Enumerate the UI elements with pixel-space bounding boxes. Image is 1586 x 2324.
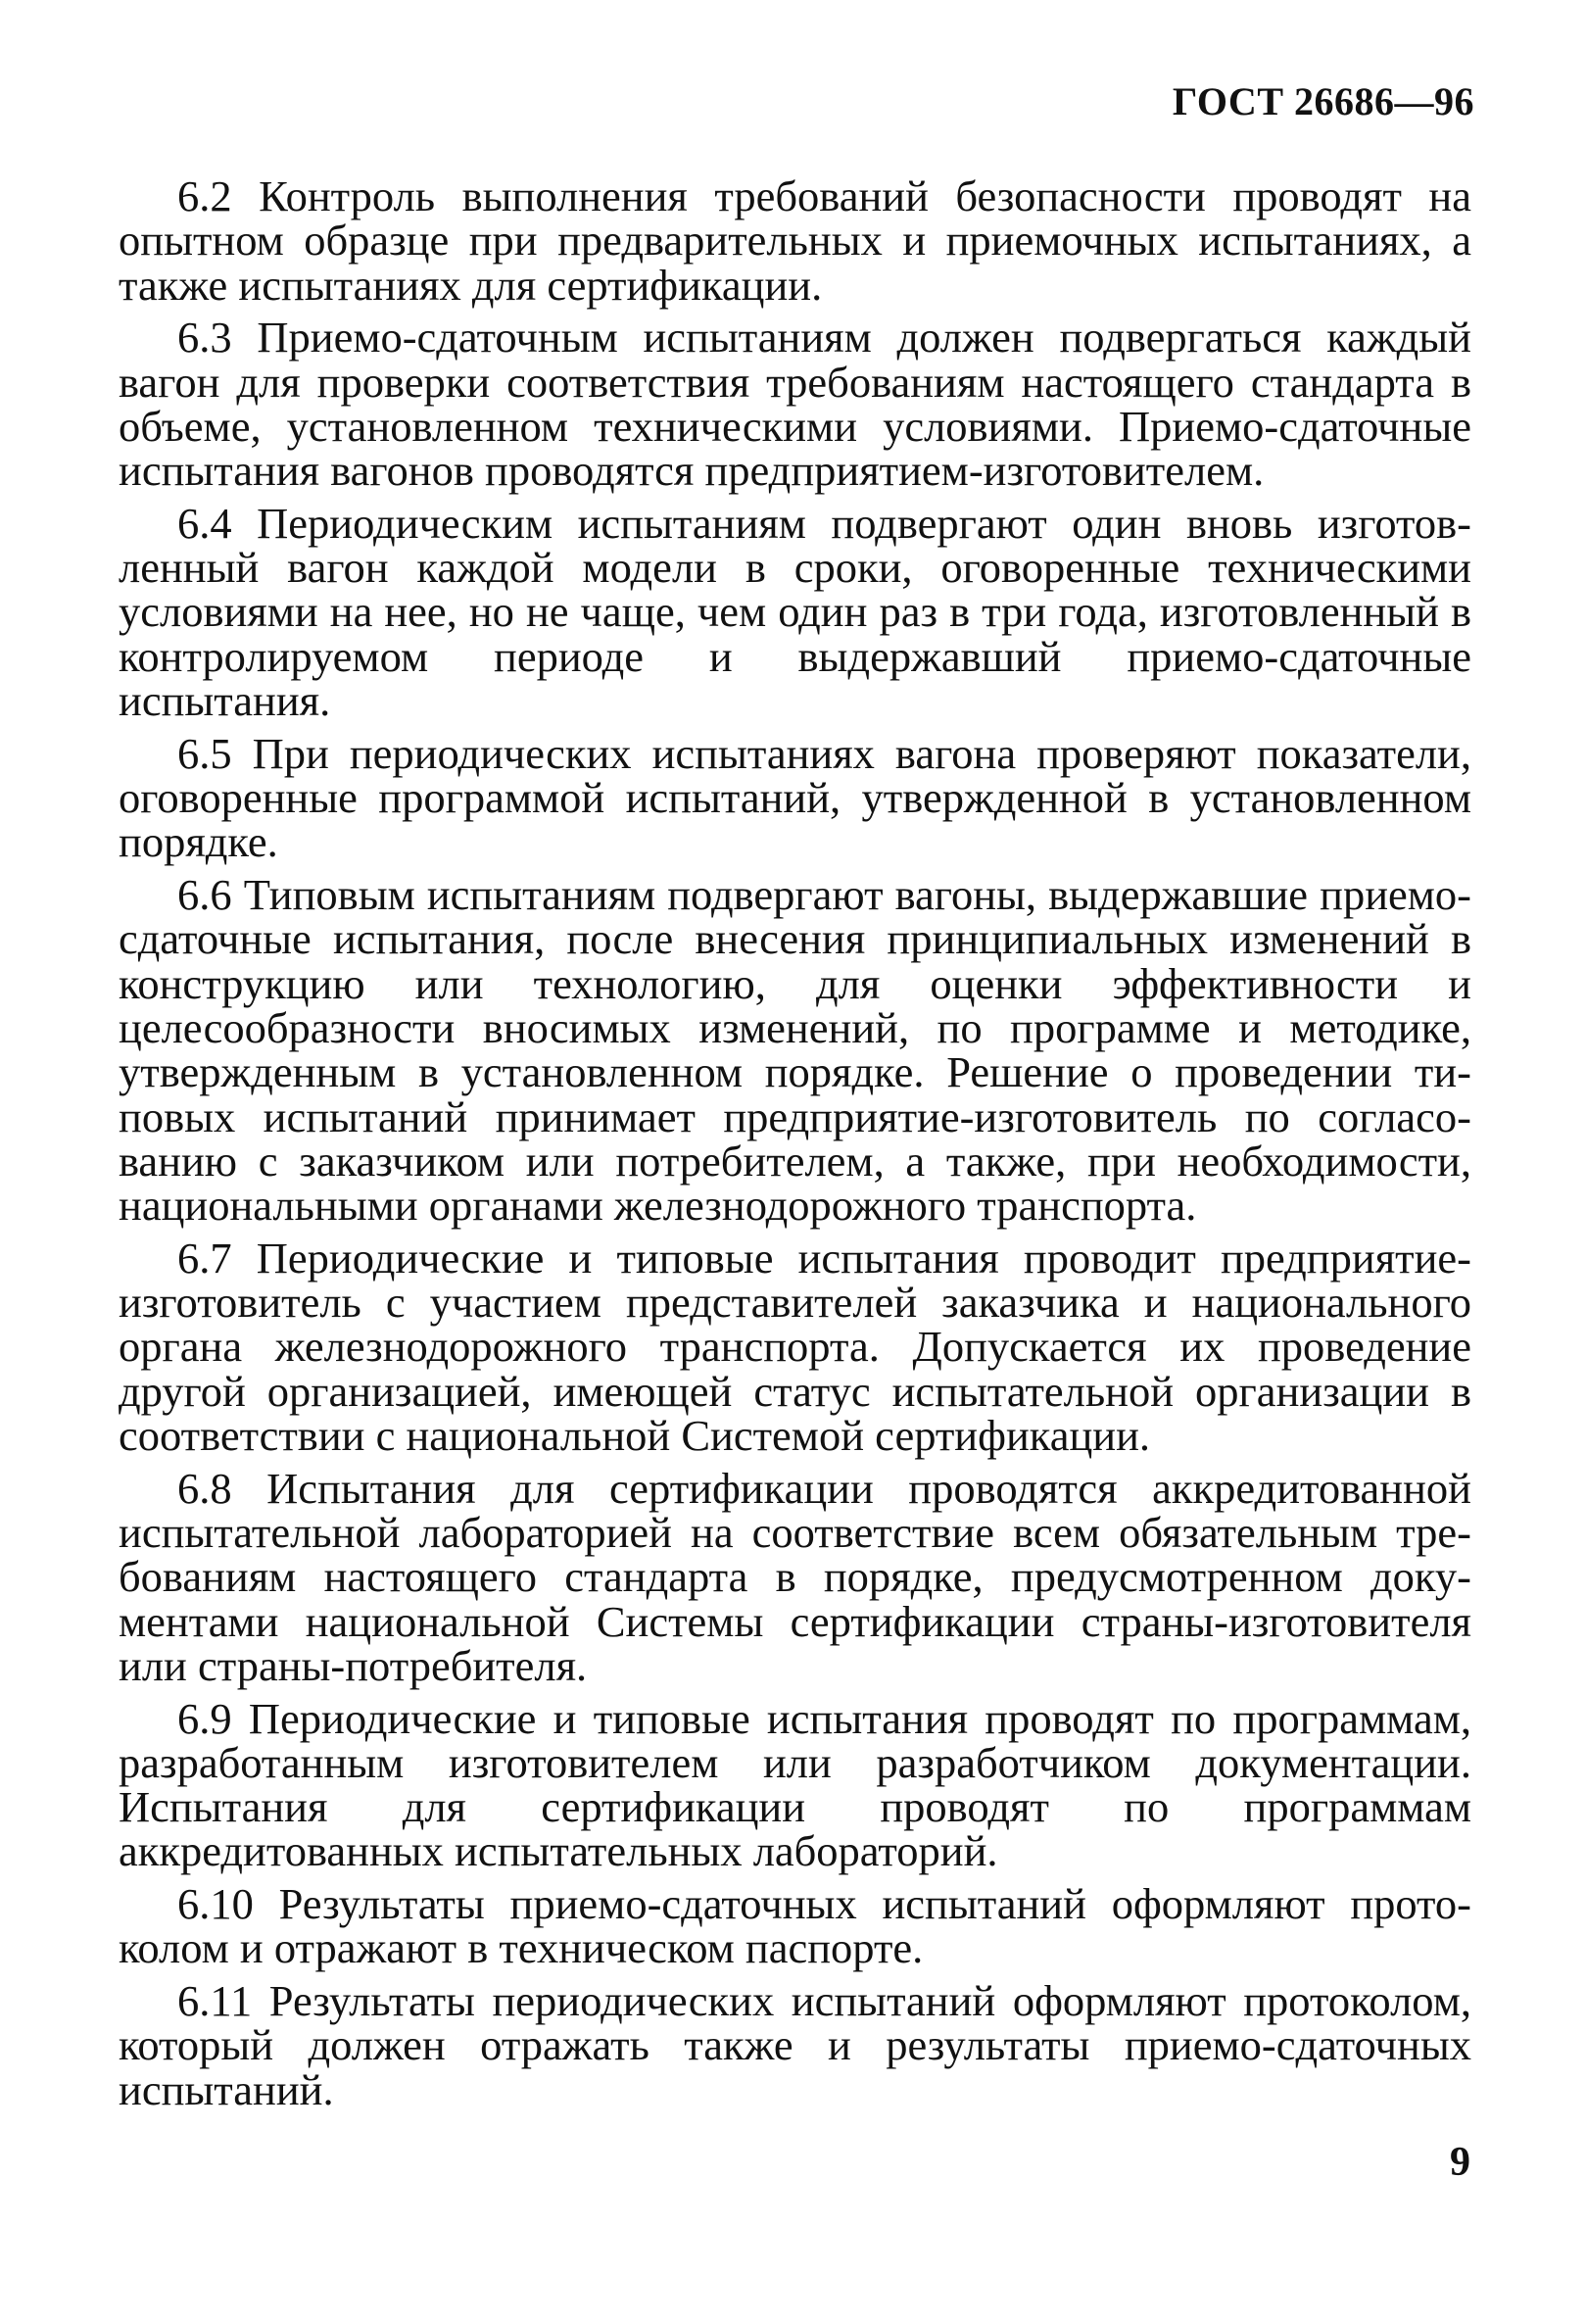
- paragraph-6-8: 6.8 Испытания для сертификации проводятся аккредитованной испытательной лабораторией на соответствие всем обязательным требованиям настоящего стандарта в порядке, предусмотренном документами национальной Системы сертификации страны-изготовителя или страны-потребителя.: [119, 1463, 1471, 1690]
- paragraph-6-7: 6.7 Периодические и типовые испытания проводит предприятие-изготовитель с участием представителей заказчика и национального органа железнодорожного транспорта. Допускается их проведение другой организацией, имеющей статус испытательной организации в соответствии с национальной Системой сертификации.: [119, 1233, 1471, 1460]
- page-number: 9: [1450, 2140, 1470, 2185]
- document-header: ГОСТ 26686—96: [1172, 79, 1474, 123]
- paragraph-6-11: 6.11 Результаты периодических испытаний оформляют протоколом, который должен отражать также и результаты приемо-сдаточных испытаний.: [119, 1976, 1471, 2114]
- paragraph-6-6: 6.6 Типовым испытаниям подвергают вагоны, выдержавшие приемо-сдаточные испытания, после внесения принципиальных изменений в конструкцию или технологию, для оценки эффективности и целесообразности вносимых изменений, по программе и методике, утвержденным в установленном порядке. Решение о проведении типовых испытаний принимает предприятие-изготовитель по согласованию с заказчиком или потребителем, а также, при необходимости, национальными органами железнодорожного транспорта.: [119, 870, 1471, 1231]
- paragraph-6-5: 6.5 При периодических испытаниях вагона проверяют показатели, оговоренные программой испытаний, утвержденной в установленном порядке.: [119, 728, 1471, 867]
- paragraph-6-4: 6.4 Периодическим испытаниям подвергают один вновь изготовленный вагон каждой модели в сроки, оговоренные техническими условиями на нее, но не чаще, чем один раз в три года, изготовленный в контролируемом периоде и выдержавший приемо-сдаточные испытания.: [119, 498, 1471, 726]
- paragraph-6-9: 6.9 Периодические и типовые испытания проводят по программам, разработанным изготовителем или разработчиком документации. Испытания для сертификации проводят по программам аккредитованных испытательных лабораторий.: [119, 1693, 1471, 1876]
- paragraph-6-2: 6.2 Контроль выполнения требований безопасности проводят на опытном образце при предварительных и приемочных испытаниях, а также испытаниях для сертификации.: [119, 171, 1471, 310]
- document-body: [119, 171, 1471, 2120]
- paragraph-6-10: 6.10 Результаты приемо-сдаточных испытаний оформляют протоколом и отражают в техническом паспорте.: [119, 1879, 1471, 1973]
- paragraph-6-3: 6.3 Приемо-сдаточным испытаниям должен подвергаться каждый вагон для проверки соответствия требованиям настоящего стандарта в объеме, установленном техническими условиями. Приемо-сдаточные испытания вагонов проводятся предприятием-изготовителем.: [119, 313, 1471, 496]
